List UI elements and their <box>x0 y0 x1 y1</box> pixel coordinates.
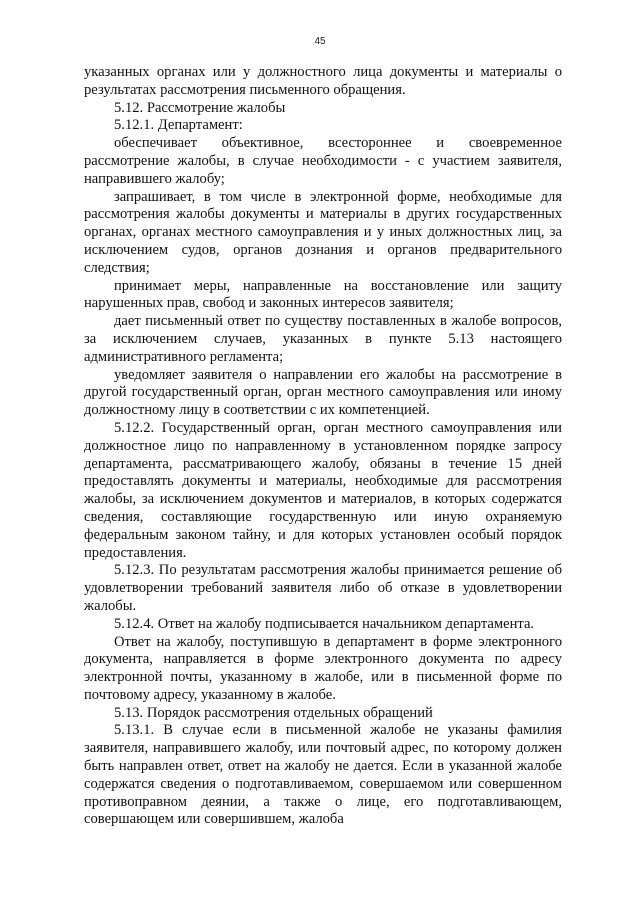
clause-5-12-2: 5.12.2. Государственный орган, орган местного самоуправления или должностное лицо по направленному в установленном порядке запросу департамента, рассматривающего жалобу, обязаны в течение 15 дней предоставлять документы и материалы, необходимые для рассмотрения жалобы, за исключением документов и материалов, в которых содержатся сведения, составляющие государственную или иную охраняемую федеральным законом тайну, и для которых установлен особый порядок предоставления. <box>84 419 562 561</box>
list-item-written-answer: дает письменный ответ по существу поставленных в жалобе вопросов, за исключением случаев, указанных в пункте 5.13 настоящего административного регламента; <box>84 313 562 365</box>
clause-5-12-1: 5.12.1. Департамент: <box>114 117 243 134</box>
clause-5-13-1: 5.13.1. В случае если в письменной жалобе не указаны фамилия заявителя, направившего жалобу, или почтовый адрес, по которому должен быть направлен ответ, ответ на жалобу не дается. Если в указанной жалобе содержатся сведения о подготавливаемом, совершаемом или совершенном противоправном деянии, а также о лице, его подготавливающем, совершающем или совершившем, жалоба <box>84 722 562 828</box>
paragraph-electronic-answer: Ответ на жалобу, поступившую в департамент в форме электронного документа, направляется в форме электронного документа по адресу электронной почты, указанному в жалобе, или в письменной форме по почтовому адресу, указанному в жалобе. <box>84 633 562 703</box>
section-heading-5-12: 5.12. Рассмотрение жалобы <box>114 99 286 116</box>
section-heading-5-13: 5.13. Порядок рассмотрения отдельных обращений <box>114 704 433 721</box>
clause-5-12-4: 5.12.4. Ответ на жалобу подписывается начальником департамента. <box>114 615 535 632</box>
list-item-ensures-review: обеспечивает объективное, всестороннее и своевременное рассмотрение жалобы, в случае необходимости - с участием заявителя, направившего жалобу; <box>84 135 562 187</box>
document-body <box>84 64 562 829</box>
paragraph-continuation: указанных органах или у должностного лица документы и материалы о результатах рассмотрения письменного обращения. <box>84 64 562 98</box>
page-number: 45 <box>314 36 326 47</box>
list-item-notifies-applicant: уведомляет заявителя о направлении его жалобы на рассмотрение в другой государственный орган, орган местного самоуправления или иному должностному лицу в соответствии с их компетенцией. <box>84 366 562 419</box>
list-item-takes-measures: принимает меры, направленные на восстановление или защиту нарушенных прав, свобод и законных интересов заявителя; <box>84 277 562 312</box>
list-item-requests-documents: запрашивает, в том числе в электронной форме, необходимые для рассмотрения жалобы документы и материалы в других государственных органах, органах местного самоуправления и у иных должностных лиц, за исключением судов, органов дознания и органов предварительного следствия; <box>84 188 562 276</box>
clause-5-12-3: 5.12.3. По результатам рассмотрения жалобы принимается решение об удовлетворении требований заявителя либо об отказе в удовлетворении жалобы. <box>84 562 562 614</box>
